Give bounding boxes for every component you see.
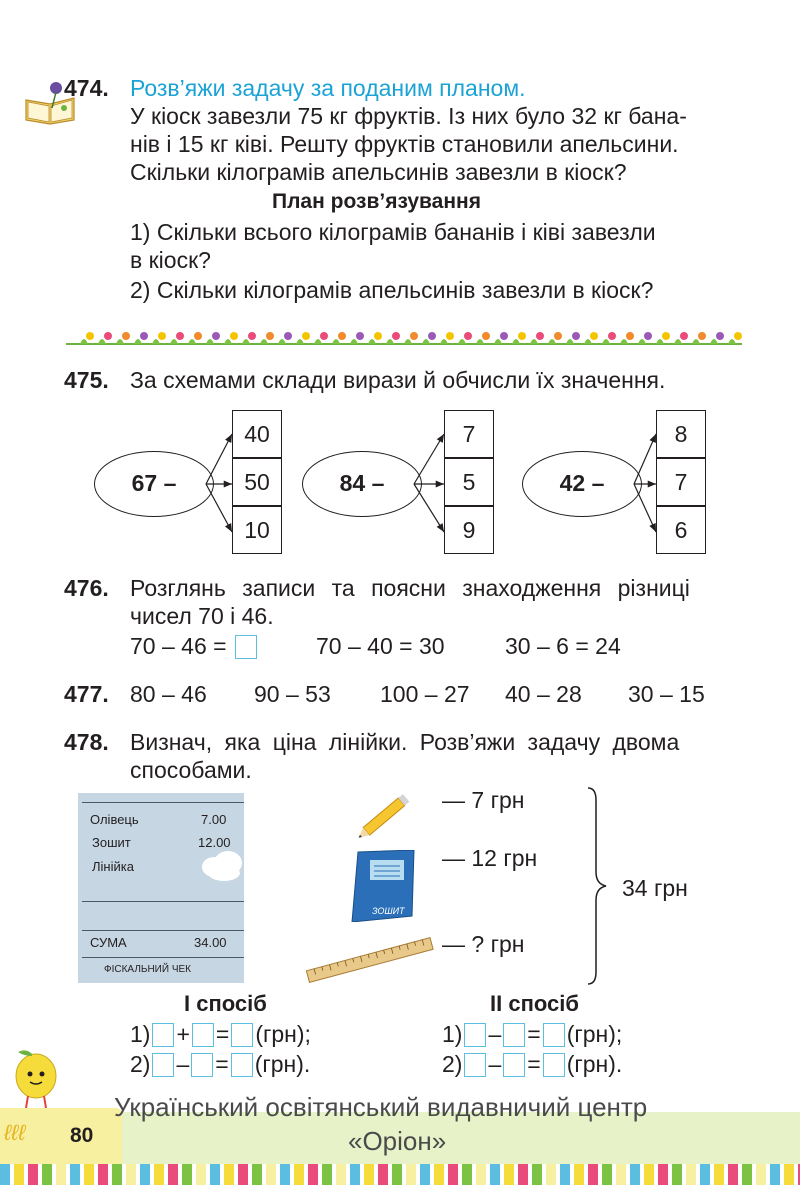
fiscal-receipt [78,793,244,983]
task-475-number: 475. [64,367,109,393]
answer-box[interactable] [152,1023,174,1047]
unit: (грн). [254,1051,311,1077]
scheme-subtrahend-box: 9 [444,506,494,554]
scheme-start-text: 42 – [559,470,605,496]
ruler-icon [304,936,436,991]
scheme-subtrahend-box: 6 [656,506,706,554]
scheme-subtrahend-box: 7 [656,458,706,506]
operator: – [176,1051,190,1077]
answer-box[interactable] [543,1053,565,1077]
equals: = [527,1051,541,1077]
answer-box[interactable] [464,1023,486,1047]
operator: – [488,1051,502,1077]
way-1-row-1 [130,1020,311,1048]
expression: 90 – 53 [254,681,331,707]
scheme-subtrahend-box: 7 [444,410,494,458]
scheme-subtrahend-box: 5 [444,458,494,506]
task-478-line: способами. [130,757,252,783]
operator: + [176,1021,190,1047]
task-476-line: Розглянь записи та поясни знаходження різниці [130,575,690,601]
task-476-line: чисел 70 і 46. [130,603,274,629]
lemon-mascot-icon [6,1046,68,1115]
stripe-band [0,1164,800,1185]
scheme-subtrahend-box: 8 [656,410,706,458]
way-2-row-1 [442,1020,622,1048]
scheme-start-number [94,451,214,517]
expression: 30 – 15 [628,681,705,707]
task-477-number: 477. [64,681,109,707]
equals: = [215,1021,230,1047]
flower-border [66,326,742,348]
expression [130,632,259,660]
receipt-item-price: 12.00 [198,835,231,850]
receipt-total: 34.00 [194,935,227,950]
scheme-start-number [302,451,422,517]
receipt-total-label: СУМА [90,935,127,950]
brace [586,786,612,991]
task-474-heading: Розв’яжи задачу за поданим планом. [130,75,526,101]
way-1-row-2 [130,1050,310,1078]
price-pencil: — 7 грн [442,787,525,813]
row-number: 2) [442,1051,463,1077]
expression-text: 70 – 46 = [130,633,227,659]
task-476-number: 476. [64,575,109,601]
task-474-number: 474. [64,75,109,101]
receipt-item-price: 7.00 [201,812,227,827]
receipt-item-name: Лінійка [92,859,134,874]
plan-item: 1) Скільки всього кілограмів бананів і ківі завезли [130,219,656,245]
expression: 30 – 6 = 24 [505,633,621,659]
plan-title: План розв’язування [272,190,481,213]
row-number: 1) [442,1021,463,1047]
expression: 40 – 28 [505,681,582,707]
answer-box[interactable] [231,1053,253,1077]
answer-box[interactable] [235,635,257,659]
plan-item: в кіоск? [130,247,211,273]
task-478-line: Визнач, яка ціна лінійки. Розв’яжи задачу двома [130,729,680,755]
answer-box[interactable] [464,1053,486,1077]
unit: (грн). [566,1051,623,1077]
answer-box[interactable] [191,1053,213,1077]
receipt-item-name: Олівець [90,812,139,827]
task-474-line: У кіоск завезли 75 кг фруктів. Із них було 32 кг бана- [130,103,687,129]
row-number: 1) [130,1021,151,1047]
scheme-subtrahend-box: 10 [232,506,282,554]
publisher-line-2: «Оріон» [348,1126,447,1156]
answer-box[interactable] [192,1023,214,1047]
expression: 70 – 40 = 30 [316,633,445,659]
price-ruler: — ? грн [442,931,525,957]
expression: 80 – 46 [130,681,207,707]
expression: 100 – 27 [380,681,470,707]
notebook-label: ЗОШИТ [372,906,405,916]
publisher-line-1: Український освітянський видавничий центр [114,1092,648,1122]
task-478-number: 478. [64,729,109,755]
cloud-icon [198,849,246,886]
total-sum: 34 грн [622,875,688,901]
way-2-title: II спосіб [490,991,579,1016]
swirl-decoration: ℓℓℓ [4,1120,26,1145]
scheme-subtrahend-box: 40 [232,410,282,458]
task-474-line: нів і 15 кг ківі. Решту фруктів становили апельсини. [130,131,679,157]
pencil-icon [354,786,420,847]
way-2-row-2 [442,1050,622,1078]
scheme-subtrahend-box: 50 [232,458,282,506]
answer-box[interactable] [503,1023,525,1047]
equals: = [215,1051,229,1077]
answer-box[interactable] [543,1023,565,1047]
scheme-start-number [522,451,642,517]
unit: (грн); [255,1021,311,1047]
task-474-line: Скільки кілограмів апельсинів завезли в кіоск? [130,159,627,185]
row-number: 2) [130,1051,151,1077]
operator: – [488,1021,502,1047]
answer-box[interactable] [231,1023,253,1047]
answer-box[interactable] [152,1053,174,1077]
scheme-start-text: 67 – [131,470,177,496]
receipt-item-name: Зошит [92,835,131,850]
answer-box[interactable] [503,1053,525,1077]
scheme-start-text: 84 – [339,470,385,496]
plan-item: 2) Скільки кілограмів апельсинів завезли в кіоск? [130,277,654,303]
page-number: 80 [70,1124,94,1147]
way-1-title: I спосіб [184,991,267,1016]
equals: = [527,1021,541,1047]
price-notebook: — 12 грн [442,845,538,871]
task-475-text: За схемами склади вирази й обчисли їх значення. [130,367,666,393]
receipt-footer: ФІСКАЛЬНИЙ ЧЕК [104,964,191,975]
unit: (грн); [566,1021,623,1047]
